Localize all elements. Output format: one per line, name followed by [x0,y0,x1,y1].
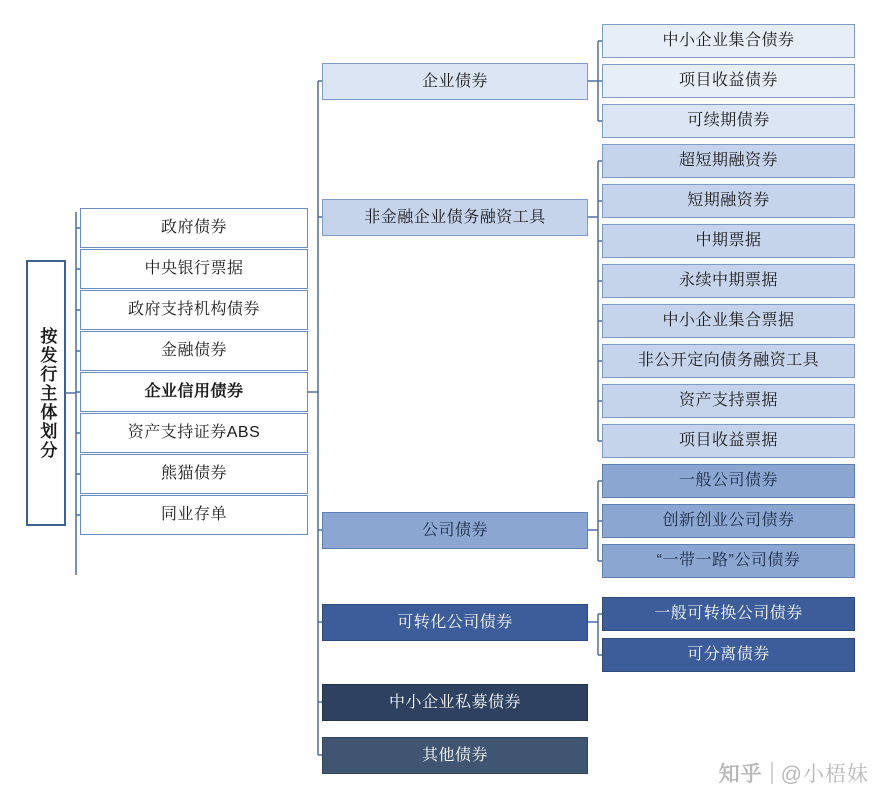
level3-node-sme-collective-note[interactable]: 中小企业集合票据 [602,304,855,338]
level3-node-perpetual-bond[interactable]: 可续期债券 [602,104,855,138]
level3-node-general-convertible-bond[interactable]: 一般可转换公司债券 [602,597,855,631]
level1-node-central-bank-bill[interactable]: 中央银行票据 [80,249,308,289]
level3-node-project-revenue-bond[interactable]: 项目收益债券 [602,64,855,98]
level3-node-asset-backed-note[interactable]: 资产支持票据 [602,384,855,418]
level3-node-sme-collective-bond[interactable]: 中小企业集合债券 [602,24,855,58]
level3-node-belt-and-road-company-bond[interactable]: “一带一路”公司债券 [602,544,855,578]
level3-node-general-company-bond[interactable]: 一般公司债券 [602,464,855,498]
watermark [719,758,869,788]
level1-node-gov-support-agency-bond[interactable]: 政府支持机构债券 [80,290,308,330]
level1-node-government-bond[interactable]: 政府债券 [80,208,308,248]
level3-node-perpetual-mtn[interactable]: 永续中期票据 [602,264,855,298]
level3-node-ultra-short-term-cp[interactable]: 超短期融资券 [602,144,855,178]
level2-node-sme-private-placement-bond[interactable]: 中小企业私募债券 [322,684,588,721]
level1-node-interbank-cd[interactable]: 同业存单 [80,495,308,535]
watermark-site: 知乎 [718,763,763,786]
level1-node-corporate-credit-bond[interactable]: 企业信用债券 [80,372,308,412]
level3-node-project-revenue-note[interactable]: 项目收益票据 [602,424,855,458]
watermark-divider [771,762,773,784]
level1-node-financial-bond[interactable]: 金融债券 [80,331,308,371]
level1-node-abs[interactable]: 资产支持证券ABS [80,413,308,453]
level2-node-other-bond[interactable]: 其他债券 [322,737,588,774]
level2-node-enterprise-bond[interactable]: 企业债券 [322,63,588,100]
watermark-user: @小梧妹 [780,763,869,786]
level1-node-panda-bond[interactable]: 熊猫债券 [80,454,308,494]
level3-node-short-term-cp[interactable]: 短期融资券 [602,184,855,218]
level2-node-company-bond[interactable]: 公司债券 [322,512,588,549]
level3-node-private-placement-note[interactable]: 非公开定向债务融资工具 [602,344,855,378]
level2-node-nonfinancial-debt-financing-instrument[interactable]: 非金融企业债务融资工具 [322,199,588,236]
root-node[interactable]: 按发行主体划分 [26,260,66,526]
level3-node-detachable-bond[interactable]: 可分离债券 [602,638,855,672]
level3-node-medium-term-note[interactable]: 中期票据 [602,224,855,258]
level3-node-innovation-startup-company-bond[interactable]: 创新创业公司债券 [602,504,855,538]
level2-node-convertible-company-bond[interactable]: 可转化公司债券 [322,604,588,641]
